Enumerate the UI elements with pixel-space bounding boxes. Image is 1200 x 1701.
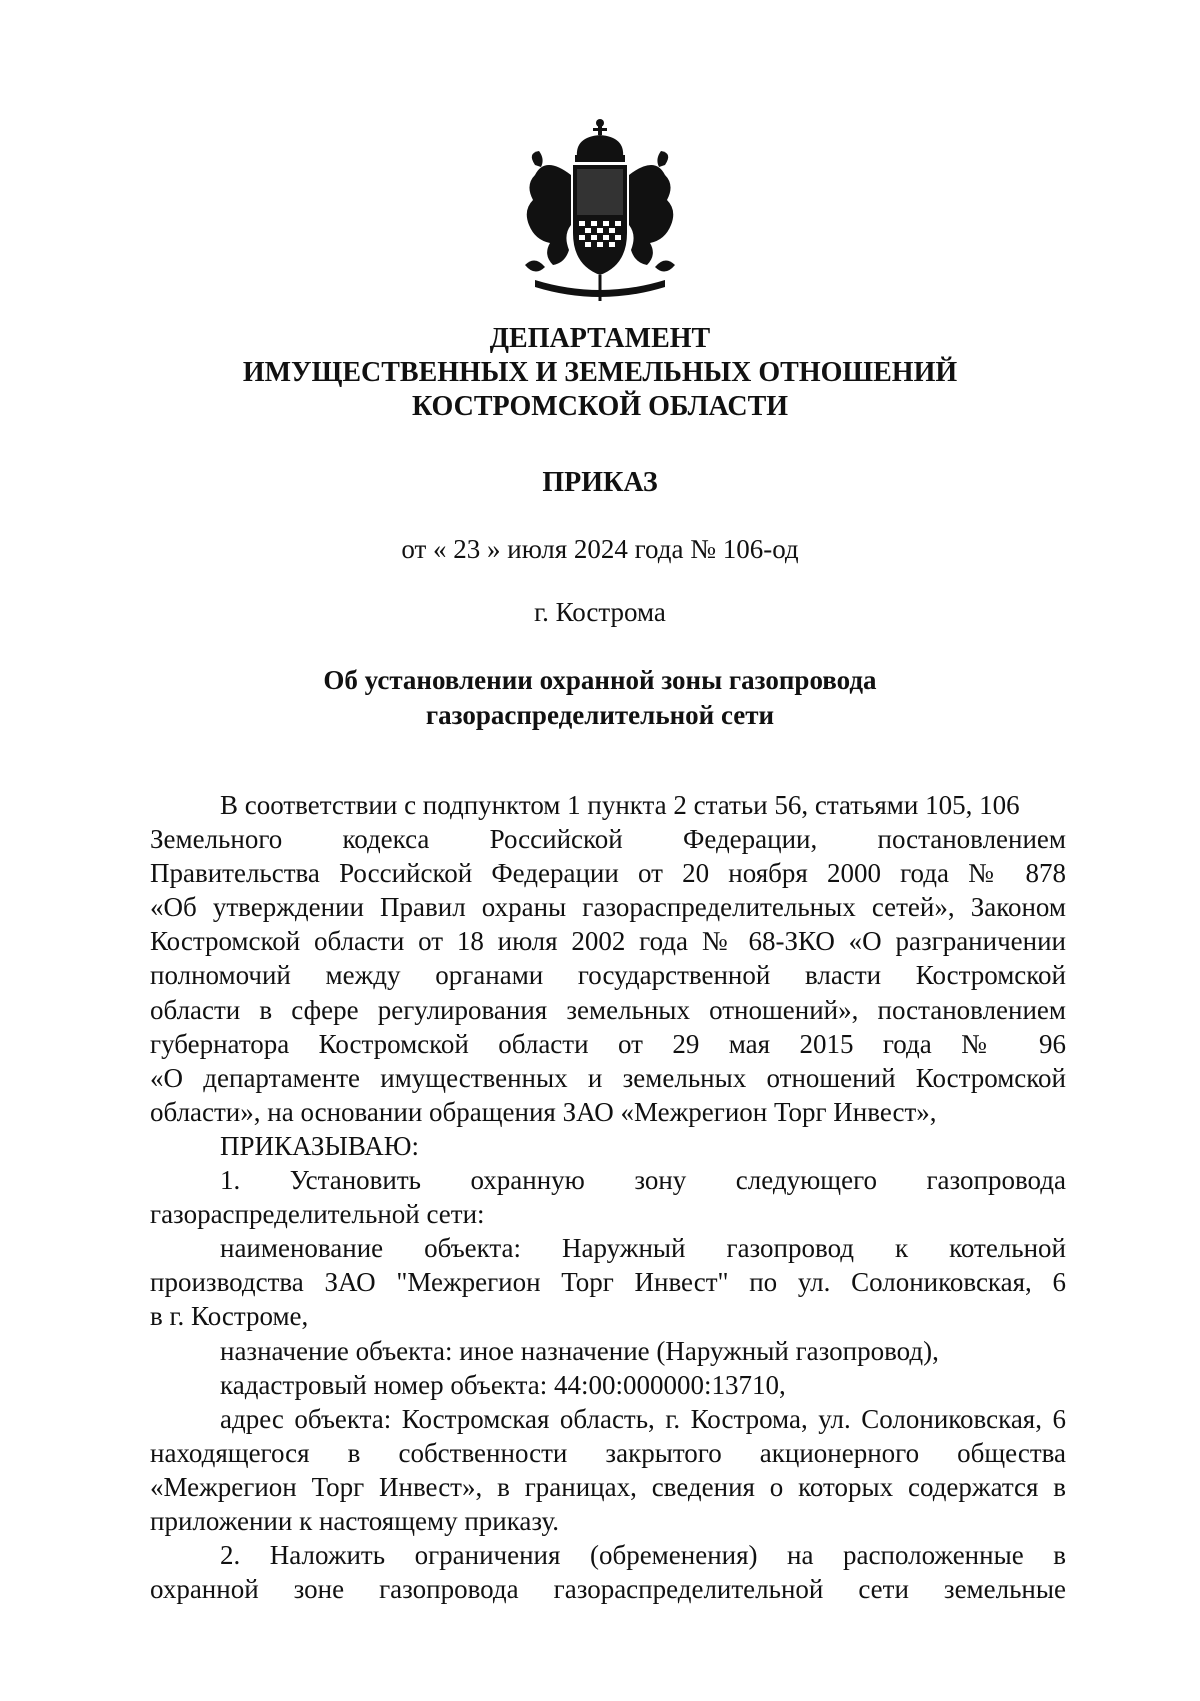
order-subject <box>0 663 1200 733</box>
order-date-number: от « 23 » июля 2024 года № 106-од <box>401 534 799 564</box>
body-line: адрес объекта: Костромская область, г. Кострома, ул. Солониковская, 6 <box>220 1403 1066 1434</box>
subject-line-2: газораспределительной сети <box>425 700 775 730</box>
subject-line-1: Об установлении охранной зоны газопровода <box>323 665 877 695</box>
department-line-1: ДЕПАРТАМЕНТ <box>489 323 711 354</box>
body-line: наименование объекта: Наружный газопровод к котельной <box>220 1233 1066 1264</box>
body-line: области в сфере регулирования земельных отношений», постановлением <box>150 994 1066 1025</box>
body-line: полномочий между органами государственной власти Костромской <box>150 960 1066 991</box>
body-line: губернатора Костромской области от 29 мая 2015 года № 96 <box>150 1028 1066 1059</box>
body-line: Земельного кодекса Российской Федерации, постановлением <box>150 824 1066 855</box>
body-line: назначение объекта: иное назначение (Наружный газопровод), <box>220 1335 939 1366</box>
body-line: В соответствии с подпунктом 1 пункта 2 статьи 56, статьями 105, 106 <box>220 790 1020 820</box>
body-line: производства ЗАО "Межрегион Торг Инвест" по ул. Солониковская, 6 <box>150 1267 1066 1298</box>
body-line: охранной зоне газопровода газораспределительной сети земельные <box>150 1574 1066 1605</box>
body-line: «Межрегион Торг Инвест», в границах, сведения о которых содержатся в <box>150 1471 1066 1502</box>
department-heading <box>0 322 1200 424</box>
body-line: Правительства Российской Федерации от 20 ноября 2000 года № 878 <box>150 858 1066 889</box>
body-line: области», на основании обращения ЗАО «Межрегион Торг Инвест», <box>150 1096 937 1127</box>
coat-of-arms-emblem <box>505 115 695 305</box>
order-city: г. Кострома <box>534 597 666 627</box>
body-line: 1. Установить охранную зону следующего газопровода <box>220 1165 1066 1196</box>
body-line: приложении к настоящему приказу. <box>150 1505 560 1536</box>
body-line: «Об утверждении Правил охраны газораспределительных сетей», Законом <box>150 892 1066 923</box>
department-line-2: ИМУЩЕСТВЕННЫХ И ЗЕМЕЛЬНЫХ ОТНОШЕНИЙ <box>242 357 958 388</box>
department-line-3: КОСТРОМСКОЙ ОБЛАСТИ <box>411 391 789 422</box>
body-line: кадастровый номер объекта: 44:00:000000:13710, <box>220 1369 786 1400</box>
body-line: 2. Наложить ограничения (обременения) на расположенные в <box>220 1540 1066 1571</box>
body-line: «О департаменте имущественных и земельных отношений Костромской <box>150 1062 1066 1093</box>
body-line: газораспределительной сети: <box>150 1199 485 1230</box>
body-line: Костромской области от 18 июля 2002 года № 68-ЗКО «О разграничении <box>150 926 1066 957</box>
body-line: в г. Костроме, <box>150 1301 309 1332</box>
body-line: находящегося в собственности закрытого акционерного общества <box>150 1437 1066 1468</box>
order-body <box>150 788 1066 1606</box>
order-title: ПРИКАЗ <box>542 467 658 498</box>
order-directive: ПРИКАЗЫВАЮ: <box>220 1130 419 1161</box>
